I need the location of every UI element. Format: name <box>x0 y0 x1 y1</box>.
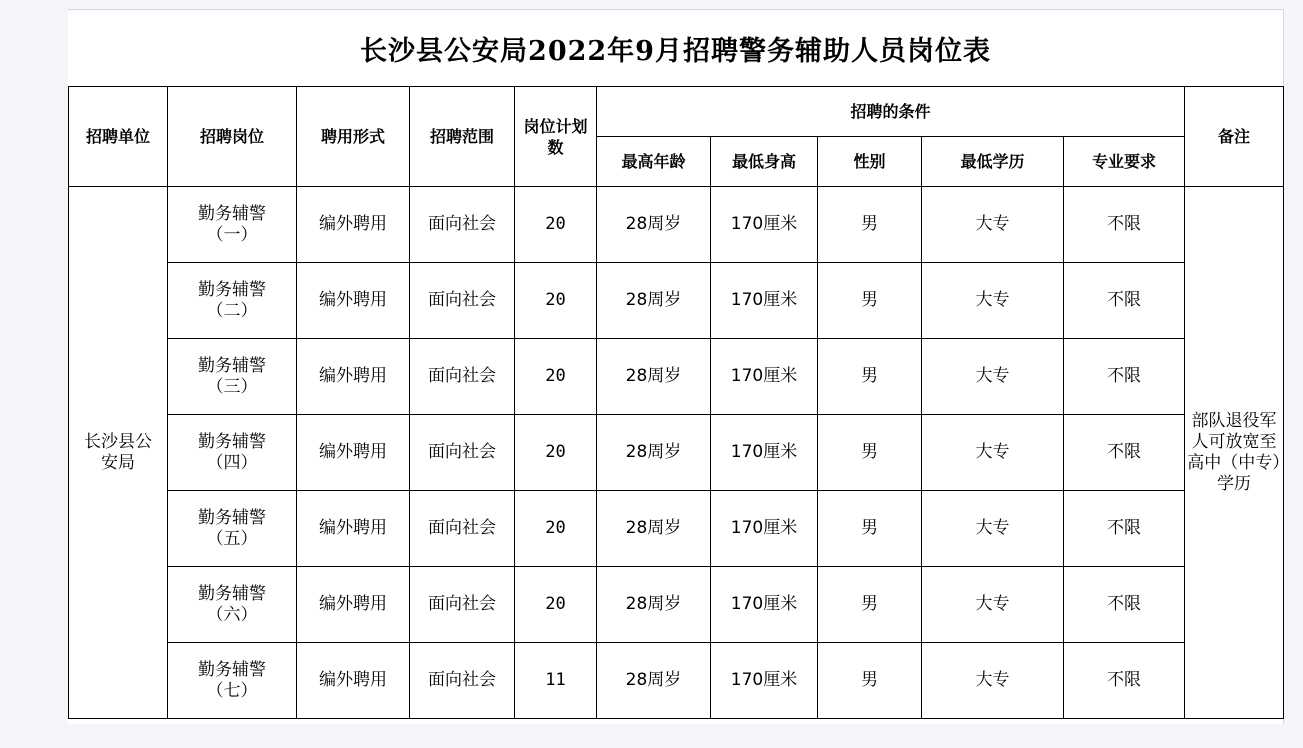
education-cell: 大专 <box>922 415 1064 491</box>
post-cell: 勤务辅警 （五） <box>168 491 297 567</box>
header-plan-count: 岗位计划数 <box>515 87 597 187</box>
age-cell: 28周岁 <box>597 263 711 339</box>
gender-cell: 男 <box>818 643 922 719</box>
employment-cell: 编外聘用 <box>297 339 410 415</box>
table-row <box>69 415 1284 491</box>
post-cell: 勤务辅警 （二） <box>168 263 297 339</box>
count-cell: 20 <box>515 263 597 339</box>
header-employment: 聘用形式 <box>297 87 410 187</box>
header-gender: 性别 <box>818 137 922 187</box>
header-unit: 招聘单位 <box>69 87 168 187</box>
header-conditions: 招聘的条件 <box>597 87 1185 137</box>
gender-cell: 男 <box>818 263 922 339</box>
header-remarks: 备注 <box>1185 87 1284 187</box>
age-cell: 28周岁 <box>597 187 711 263</box>
remark-cell: 部队退役军人可放宽至高中（中专）学历 <box>1185 187 1284 719</box>
height-cell: 170厘米 <box>711 187 818 263</box>
header-scope: 招聘范围 <box>410 87 515 187</box>
scope-cell: 面向社会 <box>410 491 515 567</box>
table-row <box>69 339 1284 415</box>
education-cell: 大专 <box>922 491 1064 567</box>
age-cell: 28周岁 <box>597 339 711 415</box>
page-title: 长沙县公安局2022年9月招聘警务辅助人员岗位表 <box>360 35 991 67</box>
table-row <box>69 567 1284 643</box>
count-cell: 20 <box>515 415 597 491</box>
gender-cell: 男 <box>818 187 922 263</box>
major-cell: 不限 <box>1064 491 1185 567</box>
age-cell: 28周岁 <box>597 491 711 567</box>
height-cell: 170厘米 <box>711 415 818 491</box>
recruitment-sheet <box>68 9 1284 724</box>
gender-cell: 男 <box>818 491 922 567</box>
education-cell: 大专 <box>922 263 1064 339</box>
education-cell: 大专 <box>922 339 1064 415</box>
header-min-height: 最低身高 <box>711 137 818 187</box>
employment-cell: 编外聘用 <box>297 415 410 491</box>
scope-cell: 面向社会 <box>410 339 515 415</box>
table-row <box>69 643 1284 719</box>
table-row <box>69 263 1284 339</box>
post-cell: 勤务辅警 （七） <box>168 643 297 719</box>
education-cell: 大专 <box>922 643 1064 719</box>
height-cell: 170厘米 <box>711 263 818 339</box>
major-cell: 不限 <box>1064 415 1185 491</box>
post-cell: 勤务辅警 （一） <box>168 187 297 263</box>
scope-cell: 面向社会 <box>410 567 515 643</box>
employment-cell: 编外聘用 <box>297 263 410 339</box>
table-row <box>69 491 1284 567</box>
major-cell: 不限 <box>1064 339 1185 415</box>
employment-cell: 编外聘用 <box>297 567 410 643</box>
employment-cell: 编外聘用 <box>297 187 410 263</box>
table-row <box>69 187 1284 263</box>
post-cell: 勤务辅警 （三） <box>168 339 297 415</box>
header-major: 专业要求 <box>1064 137 1185 187</box>
major-cell: 不限 <box>1064 643 1185 719</box>
header-post: 招聘岗位 <box>168 87 297 187</box>
education-cell: 大专 <box>922 187 1064 263</box>
scope-cell: 面向社会 <box>410 263 515 339</box>
gender-cell: 男 <box>818 339 922 415</box>
employment-cell: 编外聘用 <box>297 491 410 567</box>
gender-cell: 男 <box>818 415 922 491</box>
unit-cell: 长沙县公安局 <box>69 187 168 719</box>
header-max-age: 最高年龄 <box>597 137 711 187</box>
count-cell: 11 <box>515 643 597 719</box>
count-cell: 20 <box>515 339 597 415</box>
age-cell: 28周岁 <box>597 415 711 491</box>
post-cell: 勤务辅警 （四） <box>168 415 297 491</box>
post-cell: 勤务辅警 （六） <box>168 567 297 643</box>
count-cell: 20 <box>515 491 597 567</box>
scope-cell: 面向社会 <box>410 643 515 719</box>
height-cell: 170厘米 <box>711 643 818 719</box>
age-cell: 28周岁 <box>597 567 711 643</box>
age-cell: 28周岁 <box>597 643 711 719</box>
major-cell: 不限 <box>1064 263 1185 339</box>
scope-cell: 面向社会 <box>410 187 515 263</box>
height-cell: 170厘米 <box>711 567 818 643</box>
count-cell: 20 <box>515 567 597 643</box>
recruitment-table <box>68 86 1284 719</box>
height-cell: 170厘米 <box>711 491 818 567</box>
gender-cell: 男 <box>818 567 922 643</box>
employment-cell: 编外聘用 <box>297 643 410 719</box>
count-cell: 20 <box>515 187 597 263</box>
major-cell: 不限 <box>1064 567 1185 643</box>
education-cell: 大专 <box>922 567 1064 643</box>
scope-cell: 面向社会 <box>410 415 515 491</box>
header-min-education: 最低学历 <box>922 137 1064 187</box>
major-cell: 不限 <box>1064 187 1185 263</box>
height-cell: 170厘米 <box>711 339 818 415</box>
